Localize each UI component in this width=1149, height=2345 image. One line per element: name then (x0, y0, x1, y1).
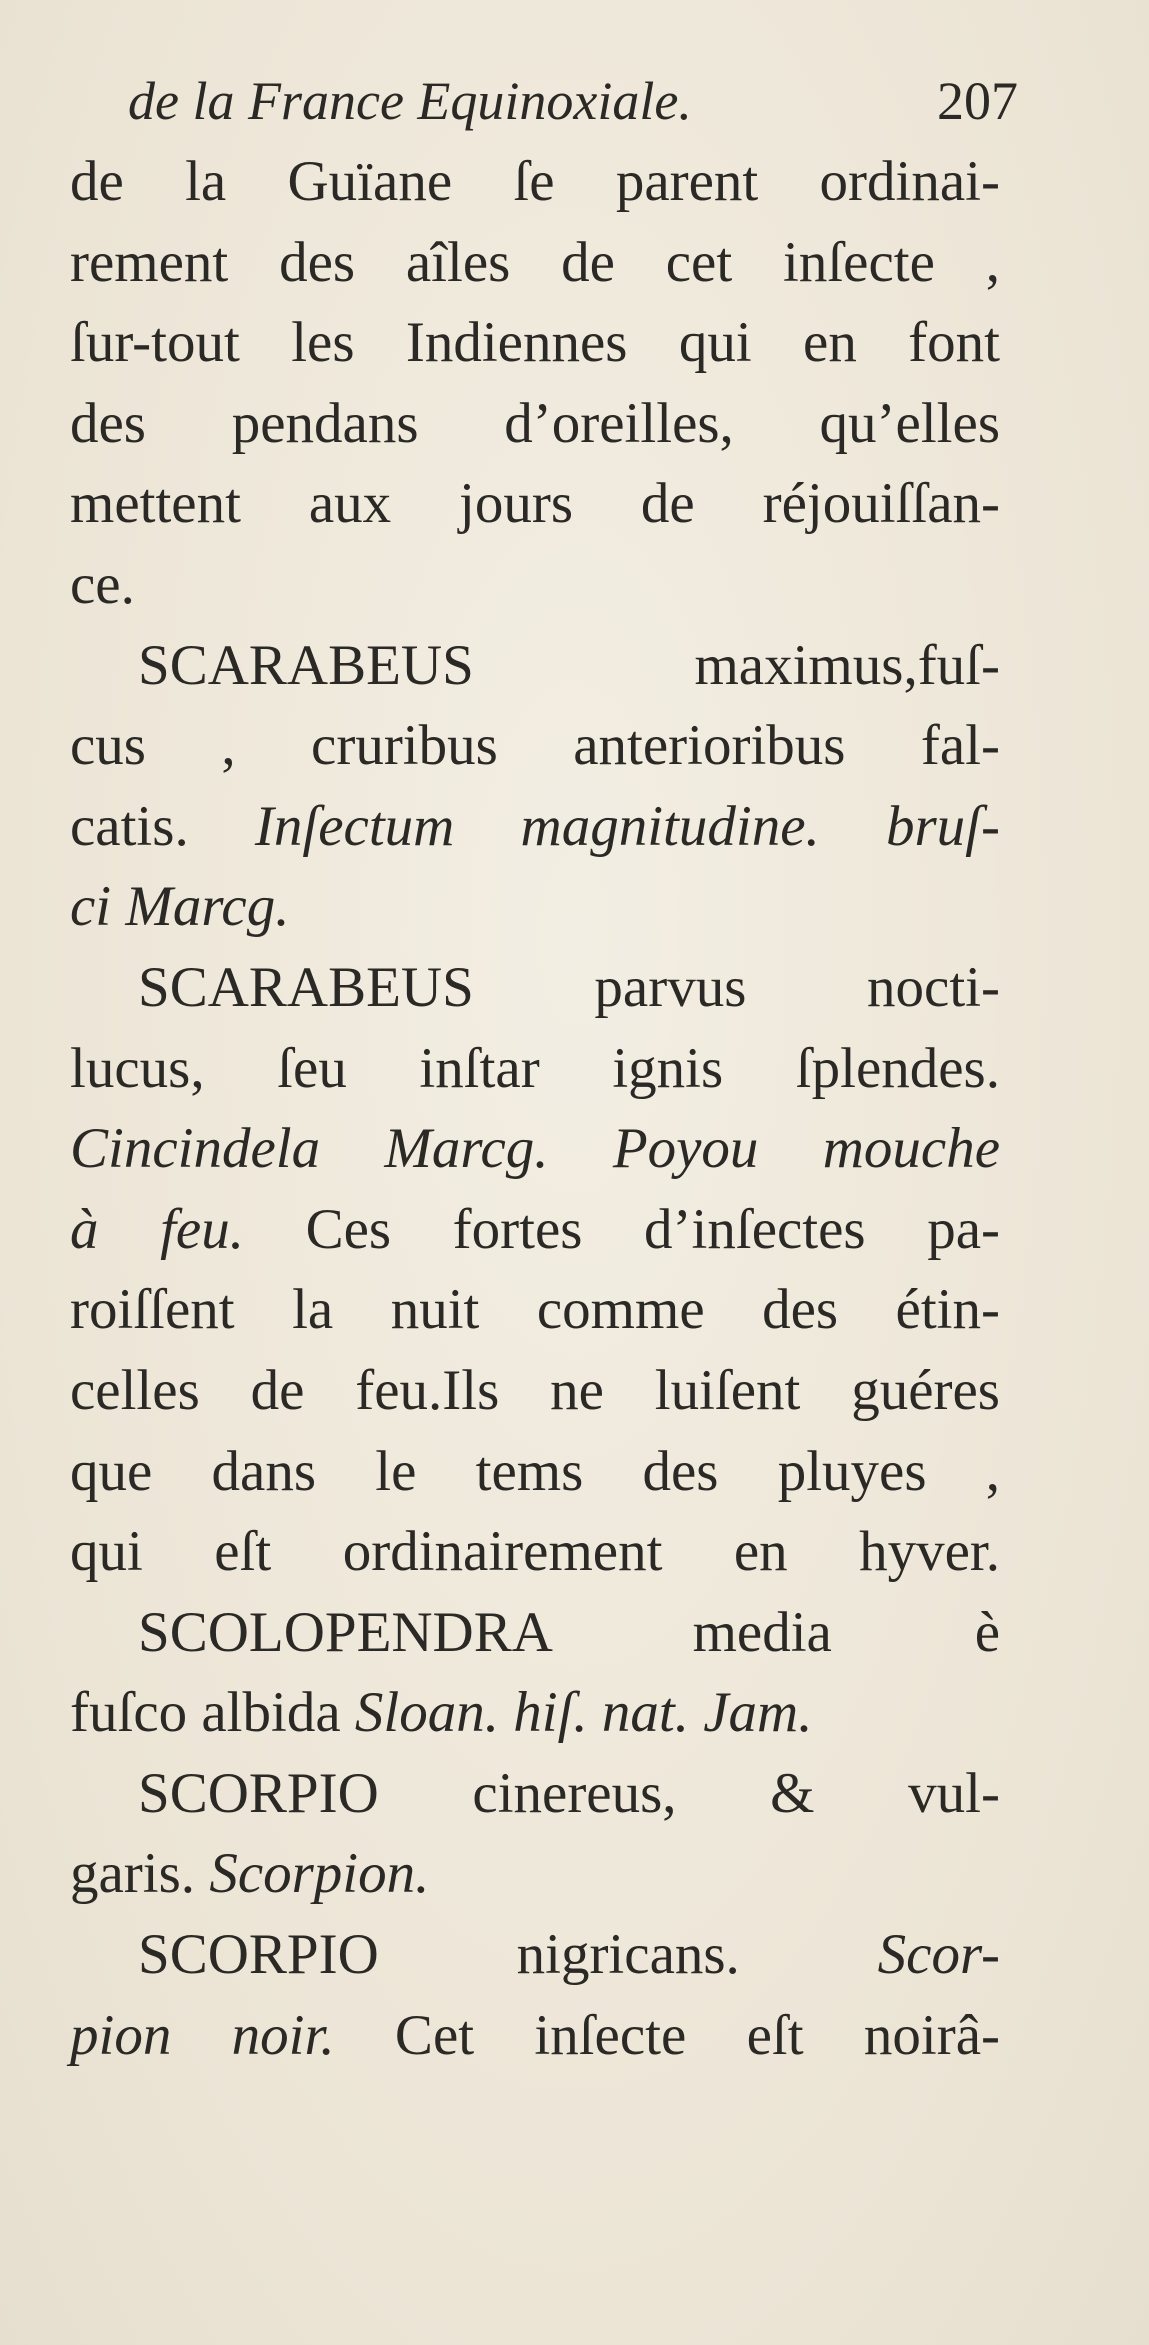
text-segment: SCARABEUS parvus nocti- (138, 955, 1000, 1019)
text-line (70, 1915, 1000, 1996)
text-line (70, 626, 1000, 707)
text-segment: rement des aîles de cet inſecte , (70, 230, 1000, 294)
text-segment: ce. (70, 552, 135, 616)
text-line (70, 1351, 1000, 1432)
text-segment: Cet inſecte eſt noirâ- (334, 2003, 1000, 2067)
italic-text-segment: pion noir. (70, 2003, 335, 2067)
italic-text-segment: Cincindela Marcg. Poyou mouche (70, 1117, 1000, 1181)
text-segment: qui eſt ordinairement en hyver. (70, 1520, 1000, 1584)
text-line (70, 223, 1000, 304)
text-segment: SCORPIO cinereus, & vul- (138, 1761, 1000, 1825)
text-line (70, 1834, 1000, 1915)
text-line (70, 1754, 1000, 1835)
text-line (70, 1512, 1000, 1593)
text-line (70, 1109, 1000, 1190)
text-line (70, 706, 1000, 787)
italic-text-segment: Sloan. hiſ. nat. Jam. (354, 1681, 813, 1745)
italic-text-segment: Inſectum magnitudine. bruſ- (254, 794, 1000, 858)
text-line (70, 867, 1000, 948)
text-line (70, 303, 1000, 384)
running-title: de la France Equinoxiale. (128, 71, 692, 131)
text-segment: SCARABEUS maximus,fuſ- (138, 633, 1000, 697)
text-segment: Ces fortes d’inſectes pa- (243, 1197, 1000, 1261)
page-number: 207 (937, 71, 1018, 131)
text-segment: SCORPIO nigricans. (138, 1923, 878, 1987)
italic-text-segment: à feu. (70, 1197, 244, 1261)
text-segment: des pendans d’oreilles, qu’elles (70, 391, 1000, 455)
text-segment: lucus, ſeu inſtar ignis ſplendes. (70, 1036, 1000, 1100)
text-line (70, 948, 1000, 1029)
text-line (70, 545, 1000, 626)
text-line (70, 1593, 1000, 1674)
text-segment: que dans le tems des pluyes , (70, 1439, 1000, 1503)
running-header (128, 66, 1018, 136)
text-segment: cus , cruribus anterioribus fal- (70, 714, 1000, 778)
text-segment: fuſco albida (70, 1681, 355, 1745)
text-line (70, 1029, 1000, 1110)
text-segment: roiſſent la nuit comme des étin- (70, 1278, 1000, 1342)
text-line (70, 142, 1000, 223)
text-line (70, 787, 1000, 868)
text-segment: ſur-tout les Indiennes qui en font (70, 311, 1000, 375)
text-line (70, 464, 1000, 545)
text-segment: garis. (70, 1842, 210, 1906)
text-segment: celles de feu.Ils ne luiſent guéres (70, 1358, 1000, 1422)
text-line (70, 1673, 1000, 1754)
text-segment: mettent aux jours de réjouiſſan- (70, 472, 1000, 536)
body-text (70, 142, 1000, 2076)
text-line (70, 1190, 1000, 1271)
italic-text-segment: ci Marcg. (70, 875, 290, 939)
italic-text-segment: Scor- (877, 1923, 1000, 1987)
text-segment: catis. (70, 794, 255, 858)
text-segment: SCOLOPENDRA media è (138, 1600, 1000, 1664)
text-segment: de la Guïane ſe parent ordinai- (70, 150, 1000, 213)
text-line (70, 384, 1000, 465)
text-line (70, 1996, 1000, 2077)
text-line (70, 1270, 1000, 1351)
text-line (70, 1432, 1000, 1513)
italic-text-segment: Scorpion. (209, 1842, 430, 1906)
